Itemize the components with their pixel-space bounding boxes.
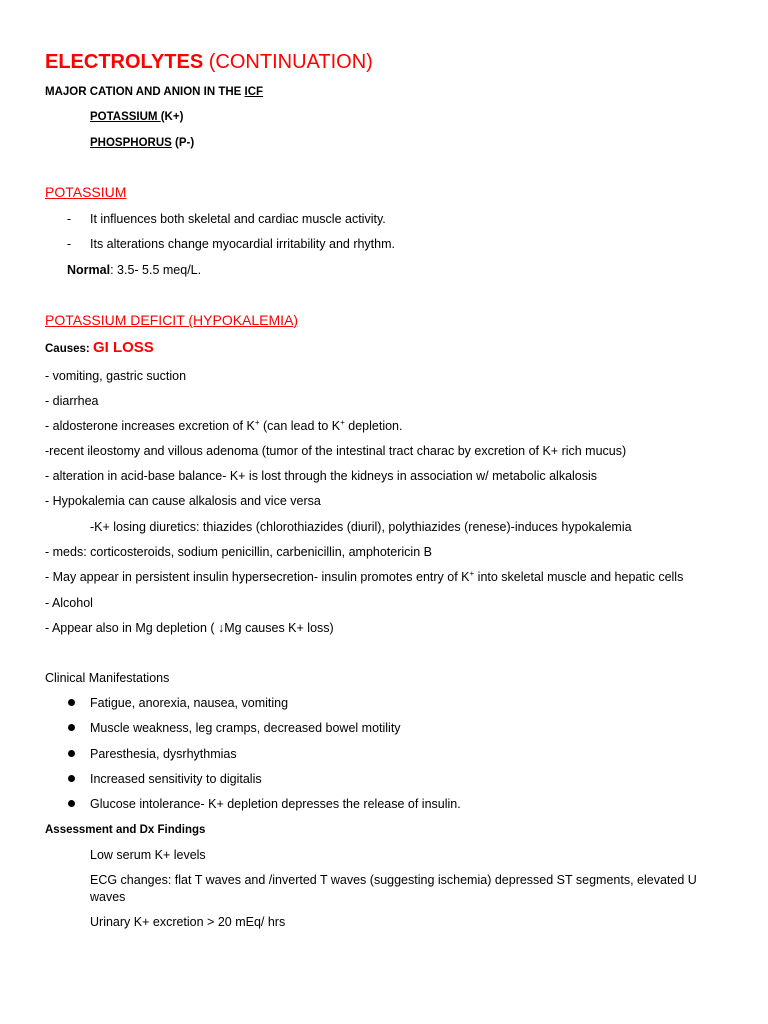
cause-line [45,418,402,434]
cause-line: - meds: corticosteroids, sodium penicillin, carbenicillin, amphotericin B [45,545,432,559]
potassium-heading: POTASSIUM [45,184,127,200]
manifestation-item: Paresthesia, dysrhythmias [90,747,237,761]
cause-text: into skeletal muscle and hepatic cells [474,570,684,584]
title-main: ELECTROLYTES [45,51,204,73]
dash-marker: - [67,212,72,226]
superscript: + [254,417,260,427]
bullet-icon [68,775,75,782]
assessment-item: Urinary K+ excretion > 20 mEq/ hrs [90,915,286,929]
manifestation-item: Increased sensitivity to digitalis [90,772,262,786]
assessment-item-cont: waves [90,890,126,904]
potassium-item-label: POTASSIUM [90,111,161,123]
potassium-point: It influences both skeletal and cardiac muscle activity. [90,212,386,226]
phosphorus-item-suffix: (P-) [171,137,195,149]
icf-link: ICF [244,86,264,98]
ion-heading-text: MAJOR CATION AND ANION IN THE [45,86,245,98]
cause-text: - May appear in persistent insulin hypersecretion- insulin promotes entry of K [45,570,470,584]
cause-text: - aldosterone increases excretion of K [45,419,255,433]
cause-line: -K+ losing diuretics: thiazides (chlorothiazides (diuril), polythiazides (renese)-induces hypokalemia [90,520,632,534]
bullet-icon [68,750,75,757]
page-title [45,50,373,74]
cause-line: - Alcohol [45,596,93,610]
phosphorus-item-label: PHOSPHORUS [90,137,172,149]
causes-label: Causes: [45,343,93,355]
assessment-item: ECG changes: flat T waves and /inverted T waves (suggesting ischemia) depressed ST segments, elevated U [90,873,697,887]
bullet-icon [68,699,75,706]
dash-marker: - [67,237,72,251]
cause-line: - diarrhea [45,394,99,408]
cause-line [45,569,683,585]
cause-line: - Hypokalemia can cause alkalosis and vice versa [45,494,321,508]
title-sub: (CONTINUATION) [203,51,373,73]
normal-value: : 3.5- 5.5 meq/L. [110,263,202,277]
causes-line [45,340,154,357]
ion-heading [45,84,263,100]
normal-range [67,262,201,278]
manifestation-item: Fatigue, anorexia, nausea, vomiting [90,696,289,710]
bullet-icon [68,800,75,807]
causes-highlight: GI LOSS [92,339,154,356]
cause-line: - vomiting, gastric suction [45,369,187,383]
bullet-icon [68,724,75,731]
assessment-item: Low serum K+ levels [90,848,206,862]
potassium-point: Its alterations change myocardial irritability and rhythm. [90,237,395,251]
normal-label: Normal [67,263,111,277]
deficit-heading: POTASSIUM DEFICIT (HYPOKALEMIA) [45,312,299,328]
clinical-heading: Clinical Manifestations [45,671,170,685]
potassium-item-suffix: (K+) [160,111,184,123]
manifestation-item: Glucose intolerance- K+ depletion depresses the release of insulin. [90,797,461,811]
superscript: + [469,568,475,578]
cause-line: - alteration in acid-base balance- K+ is lost through the kidneys in association w/ metabolic alkalosis [45,469,598,483]
potassium-item [90,109,183,125]
cause-text: (can lead to K [259,419,341,433]
cause-line: -recent ileostomy and villous adenoma (tumor of the intestinal tract charac by excretion of K+ rich mucus) [45,444,627,458]
manifestation-item: Muscle weakness, leg cramps, decreased bowel motility [90,721,401,735]
assessment-heading: Assessment and Dx Findings [45,824,206,836]
superscript: + [340,417,345,427]
cause-line: - Appear also in Mg depletion ( ↓Mg causes K+ loss) [45,621,334,635]
cause-text: depletion. [344,419,403,433]
phosphorus-item [90,135,194,151]
